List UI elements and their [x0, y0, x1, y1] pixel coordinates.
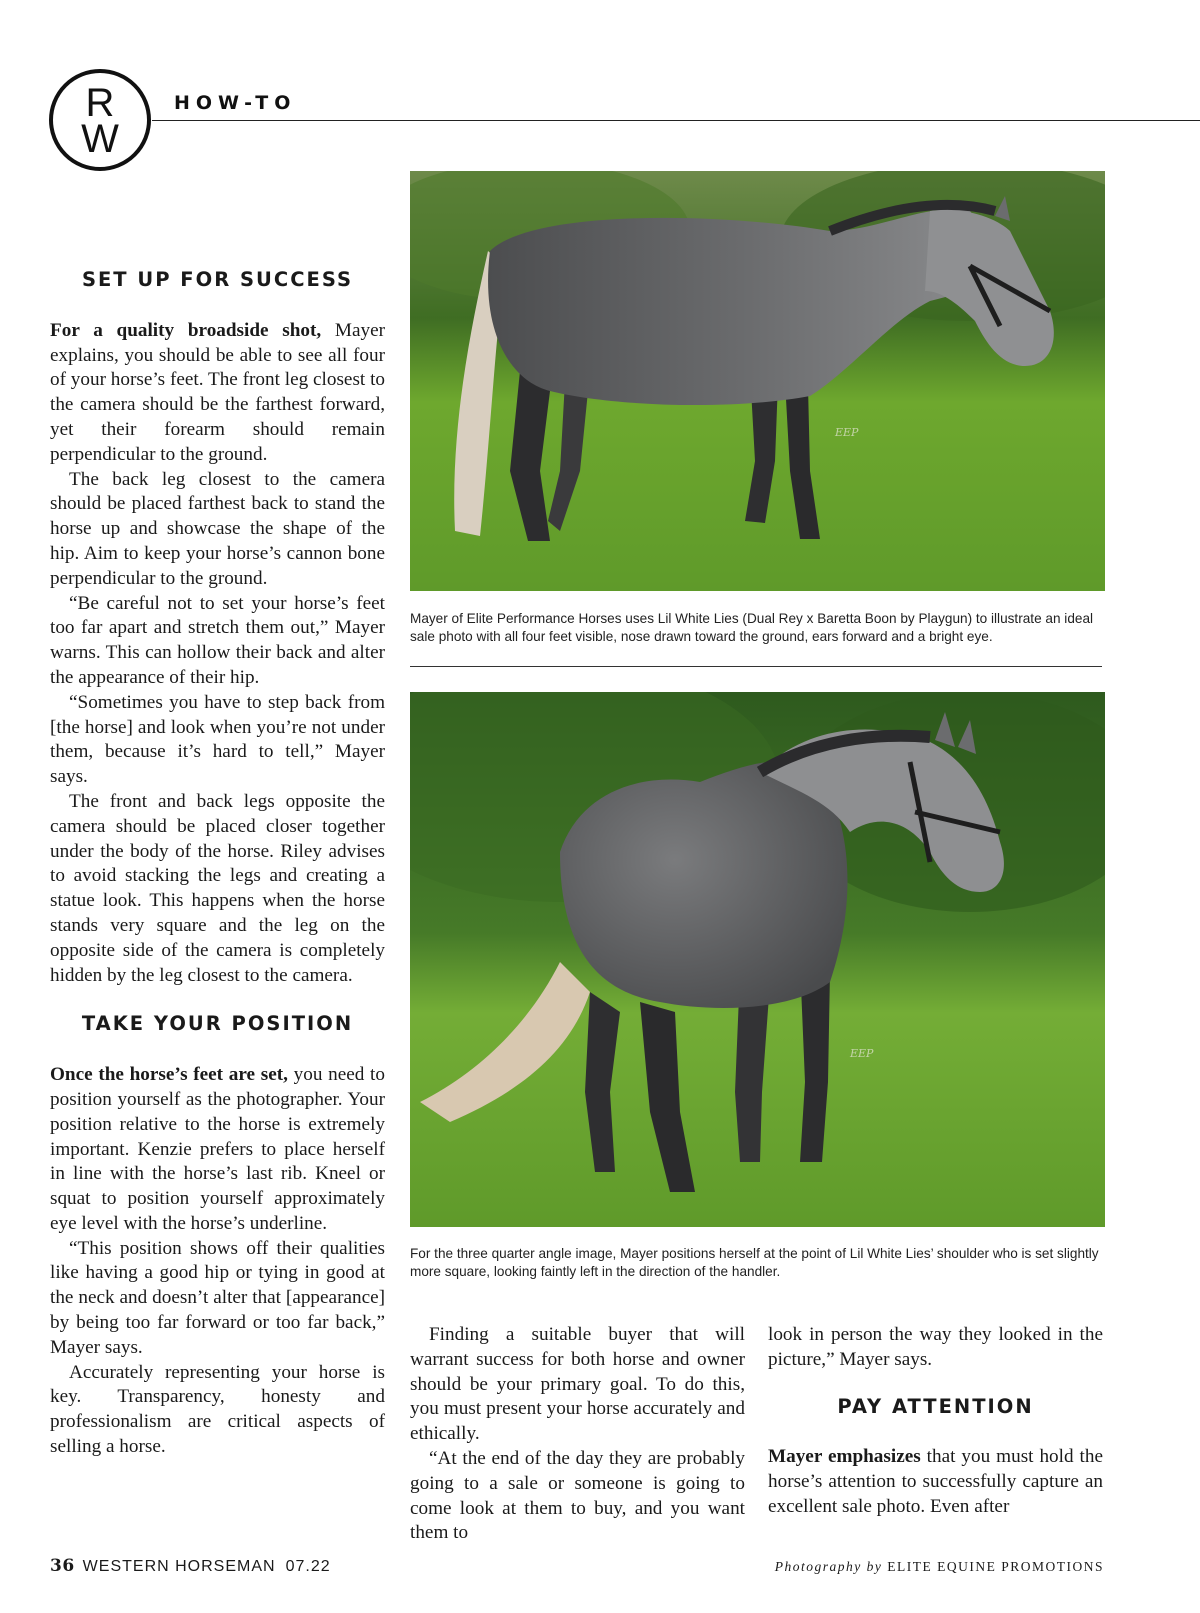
rw-logo	[48, 68, 152, 172]
photo-credit-name: ELITE EQUINE PROMOTIONS	[887, 1559, 1104, 1574]
paragraph: The front and back legs opposite the camera should be placed closer together under the body of the horse. Riley advises to avoid stacking the legs and creating a statue look. This happens when the horse stands very square and the leg on the opposite side of the camera is completely hidden by the leg closest to the camera.	[50, 790, 385, 986]
publication-name: WESTERN HORSEMAN	[82, 1558, 276, 1575]
paragraph: Mayer emphasizes that you must hold the horse’s attention to successfully capture an excellent sale photo. Even after	[768, 1446, 1103, 1517]
paragraph: Once the horse’s feet are set, you need to position yourself as the photographer. Your position relative to the horse is extremely important. Kenzie prefers to place herself in line with the horse’s last rib. Kneel or squat to position yourself approximately eye level with the horse’s underline.	[50, 1064, 385, 1234]
paragraph: Finding a suitable buyer that will warrant success for both horse and owner should be your primary goal. To do this, you must present your horse accurately and ethically.	[410, 1324, 745, 1445]
logo-letter-w: W	[81, 117, 119, 161]
paragraph: The back leg closest to the camera should be placed farthest back to stand the horse up and showcase the shape of the hip. Aim to keep your horse’s cannon bone perpendicular to the ground.	[50, 468, 385, 589]
page-number: 36	[50, 1556, 75, 1576]
paragraph: “Be careful not to set your horse’s feet too far apart and stretch them out,” Mayer warns. This can hollow their back and alter the appearance of their hip.	[50, 592, 385, 688]
heading-take-your-position: TAKE YOUR POSITION	[81, 1012, 354, 1036]
paragraph: For a quality broadside shot, Mayer explains, you should be able to see all four of your horse’s feet. The front leg closest to the camera should be the farthest forward, yet their forearm should remain perpendicular to the ground.	[50, 319, 385, 465]
photo-caption-1: Mayer of Elite Performance Horses uses Lil White Lies (Dual Rey x Baretta Boon by Playgun) to illustrate an ideal sale photo with all four feet visible, nose drawn toward the ground, ears forward and a bright eye.	[410, 611, 1094, 644]
photo-three-quarter-horse	[410, 692, 1105, 1227]
heading-set-up-for-success: SET UP FOR SUCCESS	[81, 268, 354, 291]
heading-pay-attention: PAY ATTENTION	[837, 1394, 1034, 1418]
lead-in: For a quality broadside shot,	[50, 319, 322, 341]
article-column-2	[410, 1323, 745, 1546]
photo-watermark: EEP	[850, 1047, 874, 1060]
photo-credit-prefix: Photography by	[774, 1559, 883, 1574]
caption-divider	[410, 666, 1102, 667]
photo-caption-2: For the three quarter angle image, Mayer positions herself at the point of Lil White Lies’ shoulder who is set slightly more square, looking faintly left in the direction of the handler.	[410, 1246, 1099, 1279]
header-rule	[152, 120, 1200, 121]
lead-in: Once the horse’s feet are set,	[50, 1064, 288, 1086]
photo-watermark: EEP	[835, 426, 859, 439]
lead-in: Mayer emphasizes	[768, 1446, 921, 1468]
article-column-1	[50, 268, 385, 1460]
logo-letter-r: R	[85, 81, 115, 125]
issue-date: 07.22	[285, 1558, 331, 1575]
photo-credit	[775, 1559, 1104, 1575]
section-label: HOW-TO	[174, 92, 297, 114]
paragraph: look in person the way they looked in the picture,” Mayer says.	[768, 1324, 1103, 1370]
footer-folio	[50, 1556, 331, 1576]
paragraph: Accurately representing your horse is key. Transparency, honesty and professionalism are critical aspects of selling a horse.	[50, 1361, 385, 1458]
article-column-3	[768, 1323, 1103, 1520]
paragraph: “Sometimes you have to step back from [the horse] and look when you’re not under them, because it’s hard to tell,” Mayer says.	[50, 691, 385, 788]
photo-broadside-horse	[410, 171, 1105, 591]
paragraph: “At the end of the day they are probably going to a sale or someone is going to come look at them to buy, and you want them to	[410, 1447, 745, 1544]
paragraph: “This position shows off their qualities like having a good hip or tying in good at the neck and doesn’t alter that [appearance] by being too far forward or too far back,” Mayer says.	[50, 1237, 385, 1358]
